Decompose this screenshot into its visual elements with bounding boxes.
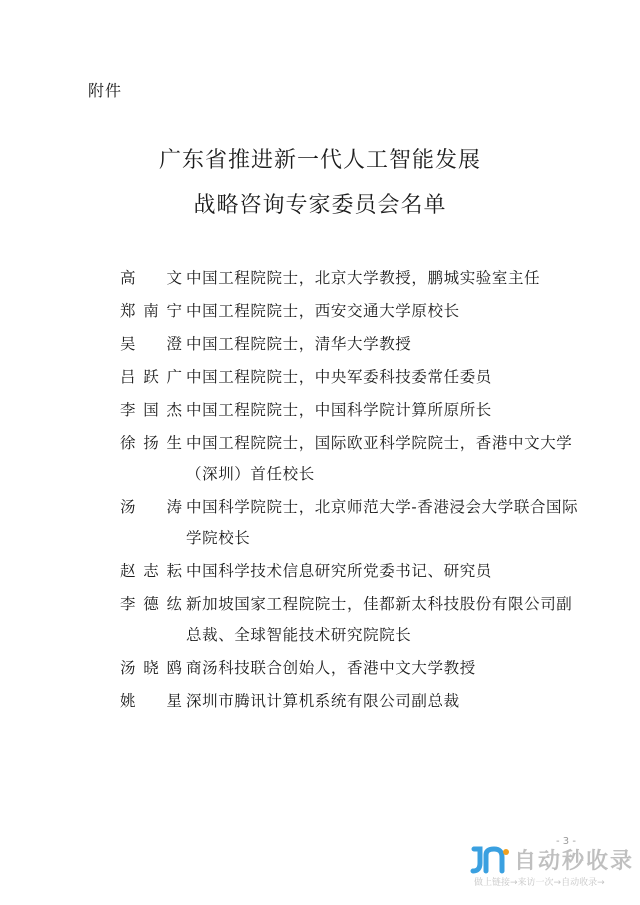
expert-row [120, 589, 580, 651]
expert-title: 中国工程院院士，清华大学教授 [186, 335, 412, 353]
expert-name: 徐扬生 [120, 434, 182, 452]
expert-name: 赵志耘 [120, 562, 182, 580]
expert-name: 郑南宁 [120, 302, 182, 320]
expert-name: 吕跃广 [120, 368, 182, 386]
expert-title: 中国科学院院士，北京师范大学-香港浸会大学联合国际学院校长 [186, 498, 579, 547]
expert-title: 商汤科技联合创始人，香港中文大学教授 [186, 659, 476, 677]
expert-row [120, 296, 580, 327]
expert-title: 中国工程院院士，中国科学院计算所原所长 [186, 401, 492, 419]
expert-name: 吴 澄 [120, 335, 182, 353]
expert-title: 中国工程院院士，中央军委科技委常任委员 [186, 368, 492, 386]
expert-name: 汤 涛 [120, 498, 182, 516]
expert-name: 汤晓鸥 [120, 659, 182, 677]
watermark-slogan: 做上链接→来访一次→自动收录→ [474, 878, 605, 888]
expert-row [120, 263, 580, 294]
jn-logo-icon [470, 845, 510, 875]
expert-title: 中国科学技术信息研究所党委书记、研究员 [186, 562, 492, 580]
document-title-line1: 广东省推进新一代人工智能发展 [158, 148, 481, 173]
attachment-label: 附件 [88, 81, 123, 100]
expert-name: 李德纮 [120, 595, 182, 613]
expert-title: 新加坡国家工程院院士，佳都新太科技股份有限公司副总裁、全球智能技术研究院院长 [186, 595, 573, 644]
expert-row [120, 362, 580, 393]
expert-title: 中国工程院院士，北京大学教授，鹏城实验室主任 [186, 269, 541, 287]
expert-row [120, 556, 580, 587]
expert-row [120, 653, 580, 684]
expert-title: 深圳市腾讯计算机系统有限公司副总裁 [186, 692, 460, 710]
expert-row [120, 395, 580, 426]
expert-title: 中国工程院院士，国际欧亚科学院院士，香港中文大学（深圳）首任校长 [186, 434, 573, 483]
watermark-name: 自动秒收录 [514, 849, 635, 874]
expert-row [120, 686, 580, 717]
expert-row [120, 492, 580, 554]
expert-list [120, 263, 580, 719]
expert-name: 姚 星 [120, 692, 182, 710]
page-number: - 3 - [556, 836, 576, 847]
watermark [462, 843, 634, 893]
expert-title: 中国工程院院士，西安交通大学原校长 [186, 302, 460, 320]
expert-row [120, 329, 580, 360]
expert-row [120, 428, 580, 490]
expert-name: 李国杰 [120, 401, 182, 419]
document-title-line2: 战略咨询专家委员会名单 [193, 193, 447, 218]
expert-name: 高 文 [120, 269, 182, 287]
